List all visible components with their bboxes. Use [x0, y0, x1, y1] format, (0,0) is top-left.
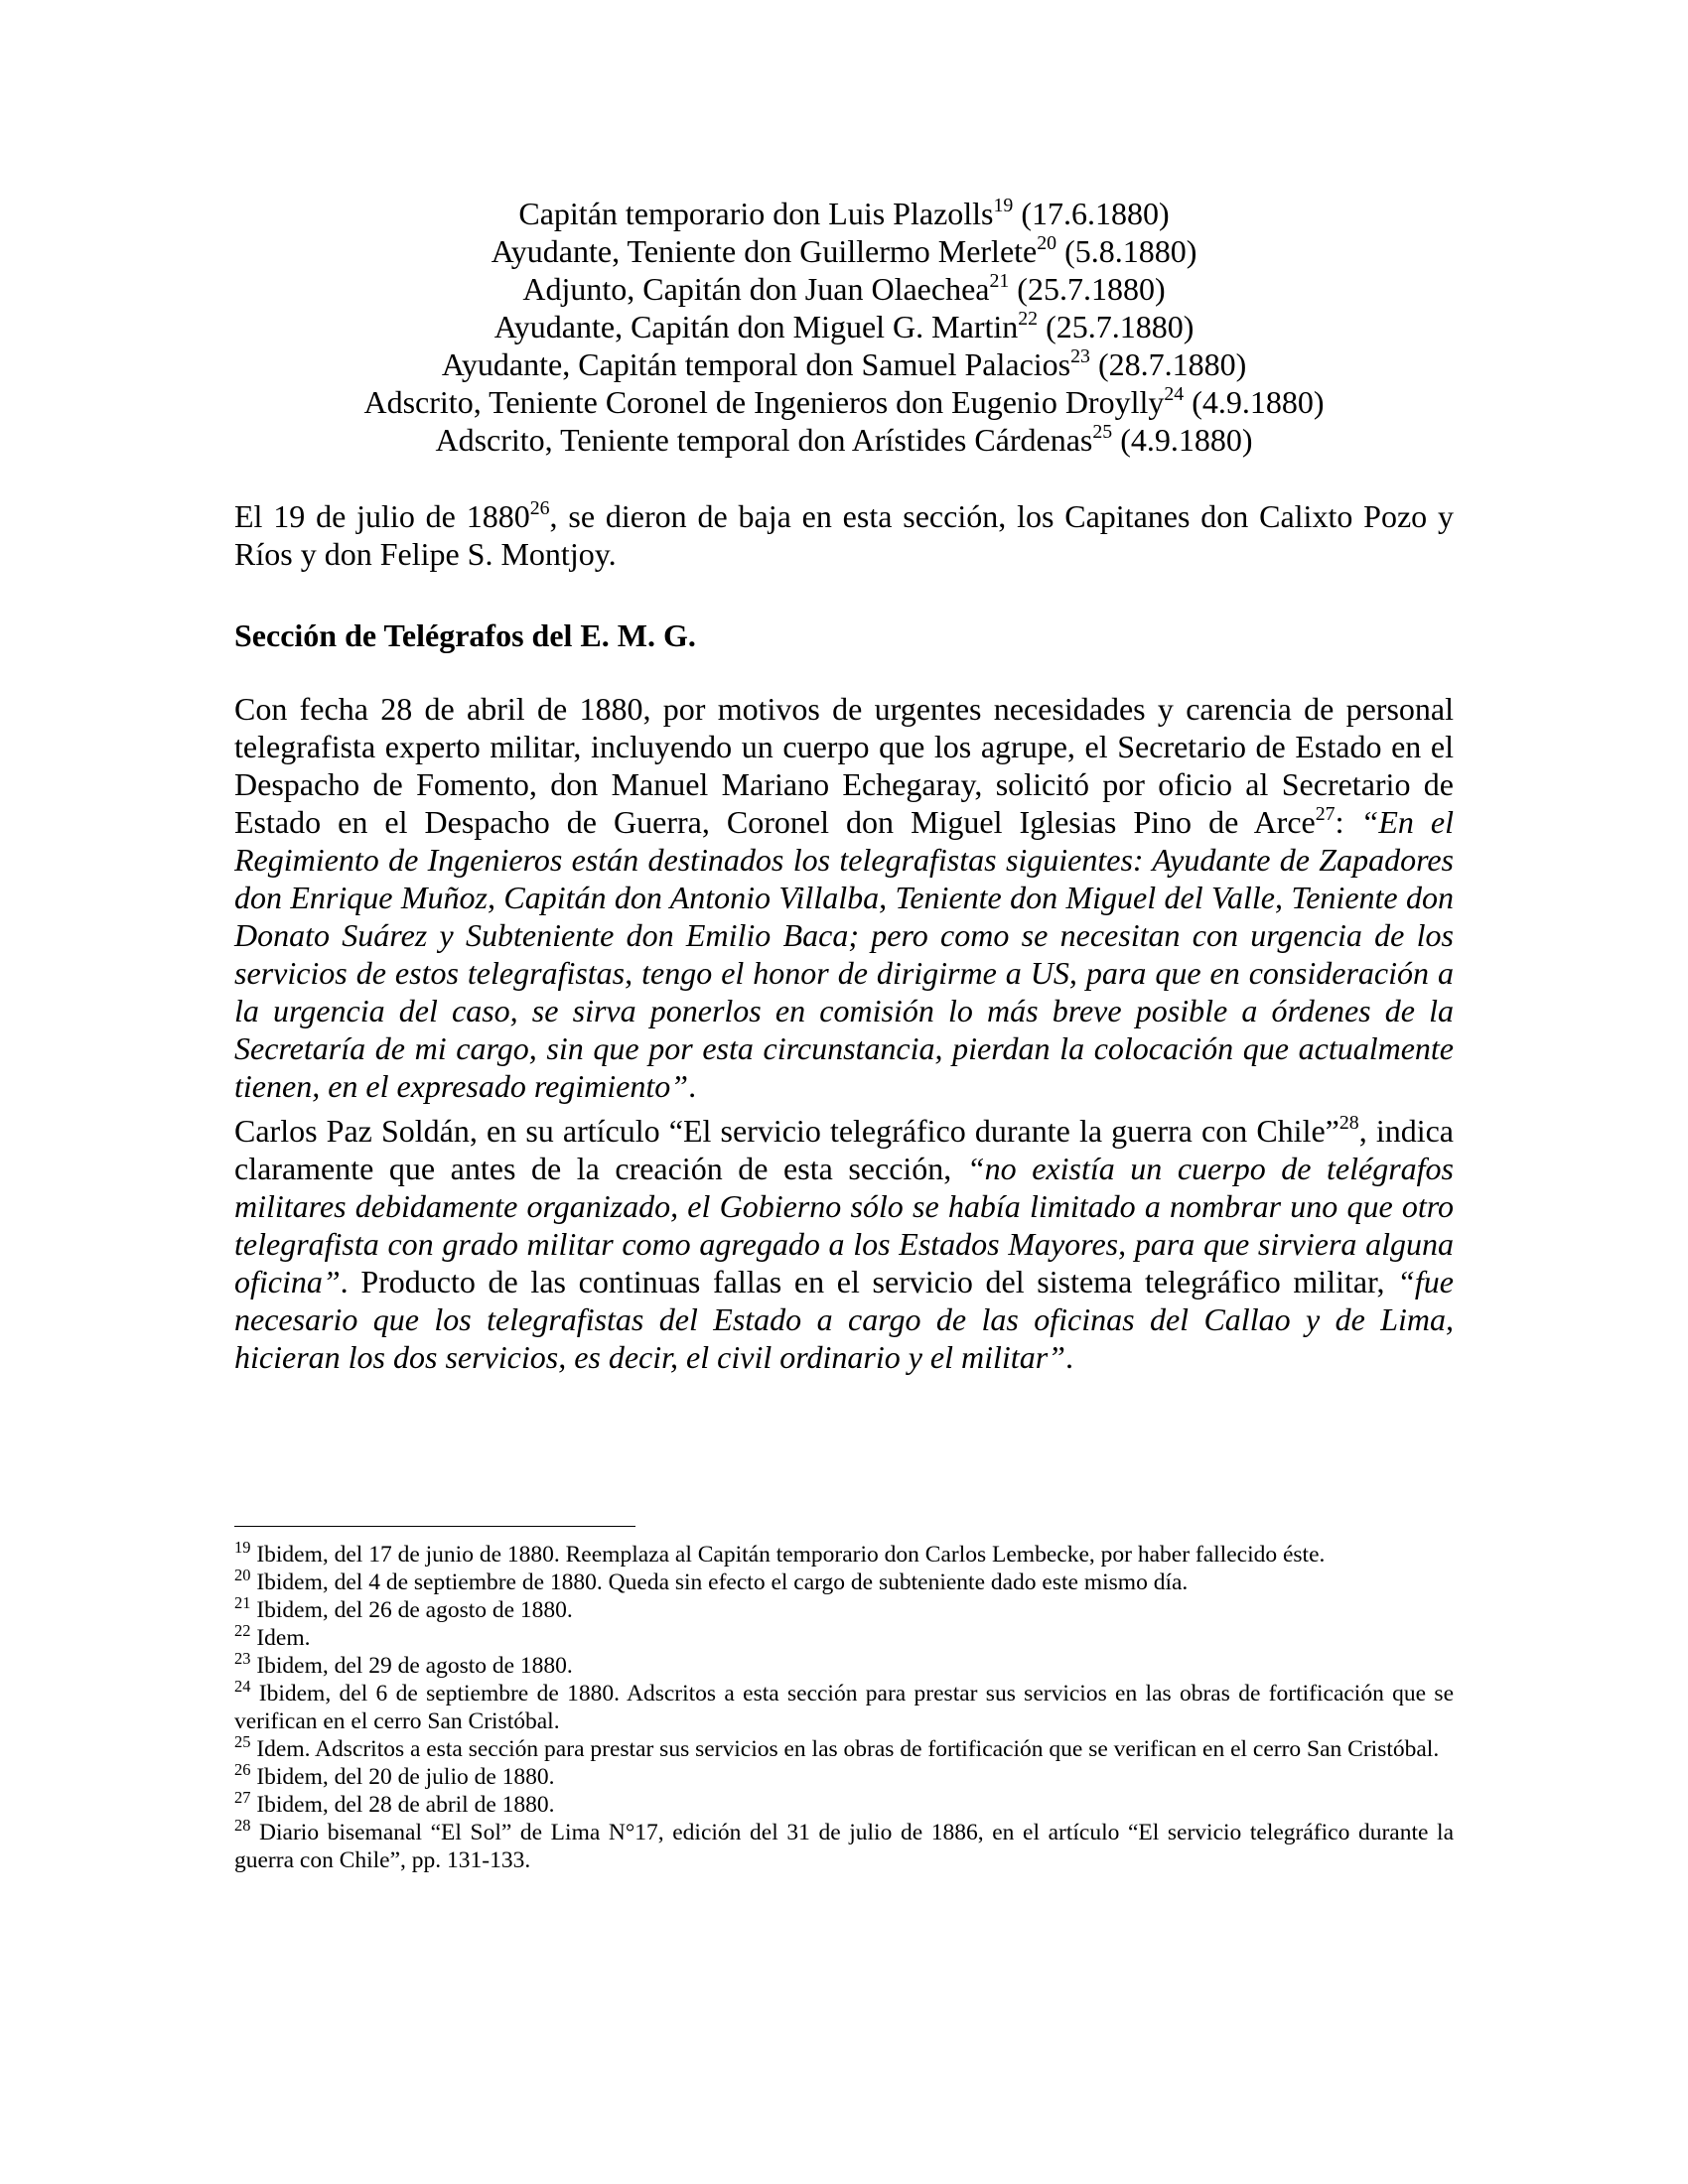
roster-entry: Ayudante, Capitán temporal don Samuel Palacios$^{23}$ (28.7.1880): [441, 345, 1247, 382]
roster-entry: Capitán temporario don Luis Plazolls$^{19}$ (17.6.1880): [518, 195, 1170, 231]
roster-entry: Ayudante, Capitán don Miguel G. Martin$^{22}$ (25.7.1880): [493, 308, 1195, 344]
section-heading: Sección de Telégrafos del E. M. G.: [234, 617, 696, 653]
roster-entry: Ayudante, Teniente don Guillermo Merlete$^{20}$ (5.8.1880): [491, 232, 1197, 269]
footnote: $^{26}$ Ibidem, del 20 de julio de 1880.: [234, 1759, 555, 1790]
quote-text: “no existía un cuerpo de telégrafos militares debidamente organizado, el Gobierno sólo se había limitado a nombrar uno que otro telegrafista con grado militar como agregado a los Estados Mayores, para que sirviera alguna oficina”: [234, 1151, 1455, 1299]
footnote-ref[interactable]: 27: [1315, 803, 1336, 826]
footnote: $^{19}$ Ibidem, del 17 de junio de 1880. Reemplaza al Capitán temporario don Carlos Lembecke, por haber fallecido éste.: [234, 1537, 1326, 1568]
paragraph-paz-soldan: Carlos Paz Soldán, en su artículo “El servicio telegráfico durante la guerra con Chile”$^{28}$, indica claramente que antes de la creación de esta sección, “no existía un cuerpo de telégrafos militares debidamente organizado, el Gobierno sólo se había limitado a nombrar uno que otro telegrafista con grado militar como agregado a los Estados Mayores, para que sirviera alguna oficina”. Producto de las continuas fallas en el servicio del sistema telegráfico militar, “fue necesario que los telegrafistas del Estado a cargo de las oficinas del Callao y de Lima, hicieran los dos servicios, es decir, el civil ordinario y el militar”.: [234, 1112, 1455, 1375]
paragraph-telegrafos: Con fecha 28 de abril de 1880, por motivos de urgentes necesidades y carencia de personal telegrafista experto militar, incluyendo un cuerpo que los agrupe, el Secretario de Estado en el Despacho de Fomento, don Manuel Mariano Echegaray, solicitó por oficio al Secretario de Estado en el Despacho de Guerra, Coronel don Miguel Iglesias Pino de Arce$^{27}$: “En el Regimiento de Ingenieros están destinados los telegrafistas siguientes: Ayudante de Zapadores don Enrique Muñoz, Capitán don Antonio Villalba, Teniente don Miguel del Valle, Teniente don Donato Suárez y Subteniente don Emilio Baca; pero como se necesitan con urgencia de los servicios de estos telegrafistas, tengo el honor de dirigirme a US, para que en consideración a la urgencia del caso, se sirva ponerlos en comisión lo más breve posible a órdenes de la Secretaría de mi cargo, sin que por esta circunstancia, pierdan la colocación que actualmente tienen, en el expresado regimiento”.: [234, 691, 1455, 1104]
footnote: $^{22}$ Idem.: [234, 1620, 311, 1651]
footnote-ref[interactable]: 23: [1070, 345, 1090, 368]
footnote-ref[interactable]: 21: [989, 270, 1010, 293]
footnote: $^{23}$ Ibidem, del 29 de agosto de 1880.: [234, 1648, 573, 1679]
paragraph-bajas: El 19 de julio de 1880$^{26}$, se dieron de baja en esta sección, los Capitanes don Calixto Pozo y Ríos y don Felipe S. Montjoy.: [234, 497, 1455, 572]
footnote-ref[interactable]: 25: [1092, 421, 1113, 444]
quote-text: “En el Regimiento de Ingenieros están destinados los telegrafistas siguientes: Ayudante de Zapadores don Enrique Muñoz, Capitán don Antonio Villalba, Teniente don Miguel del Valle, Teniente don Donato Suárez y Subteniente don Emilio Baca; pero como se necesitan con urgencia de los servicios de estos telegrafistas, tengo el honor de dirigirme a US, para que en consideración a la urgencia del caso, se sirva ponerlos en comisión lo más breve posible a órdenes de la Secretaría de mi cargo, sin que por esta circunstancia, pierdan la colocación que actualmente tienen, en el expresado regimiento”: [234, 804, 1455, 1104]
footnotes: [234, 1537, 1454, 1874]
footnote: $^{27}$ Ibidem, del 28 de abril de 1880.: [234, 1787, 555, 1818]
footnote-ref[interactable]: 22: [1018, 308, 1039, 331]
footnote-separator: [234, 1526, 635, 1527]
roster-list: [234, 195, 1454, 459]
roster-entry: Adscrito, Teniente Coronel de Ingenieros don Eugenio Droylly$^{24}$ (4.9.1880): [363, 383, 1325, 420]
footnote-ref[interactable]: 19: [993, 195, 1014, 217]
roster-entry: Adjunto, Capitán don Juan Olaechea$^{21}$ (25.7.1880): [522, 270, 1166, 307]
footnote: $^{28}$ Diario bisemanal “El Sol” de Lima N°17, edición del 31 de julio de 1886, en el artículo “El servicio telegráfico durante la guerra con Chile”, pp. 131-133.: [234, 1815, 1454, 1873]
footnote: $^{21}$ Ibidem, del 26 de agosto de 1880.: [234, 1592, 573, 1623]
footnote-ref[interactable]: 28: [1338, 1112, 1359, 1135]
quote-text: “fue necesario que los telegrafistas del Estado a cargo de las oficinas del Callao y de Lima, hicieran los dos servicios, es decir, el civil ordinario y el militar”: [234, 1264, 1454, 1375]
footnote-ref[interactable]: 26: [529, 497, 550, 520]
footnote: $^{20}$ Ibidem, del 4 de septiembre de 1880. Queda sin efecto el cargo de subteniente dado este mismo día.: [234, 1565, 1189, 1595]
roster-entry: Adscrito, Teniente temporal don Arístides Cárdenas$^{25}$ (4.9.1880): [435, 421, 1253, 458]
footnote-ref[interactable]: 24: [1164, 383, 1185, 406]
footnote: $^{24}$ Ibidem, del 6 de septiembre de 1880. Adscritos a esta sección para prestar sus servicios en las obras de fortificación que se verifican en el cerro San Cristóbal.: [234, 1676, 1454, 1734]
footnote: $^{25}$ Idem. Adscritos a esta sección para prestar sus servicios en las obras de fortificación que se verifican en el cerro San Cristóbal.: [234, 1731, 1440, 1762]
footnote-ref[interactable]: 20: [1037, 232, 1057, 255]
